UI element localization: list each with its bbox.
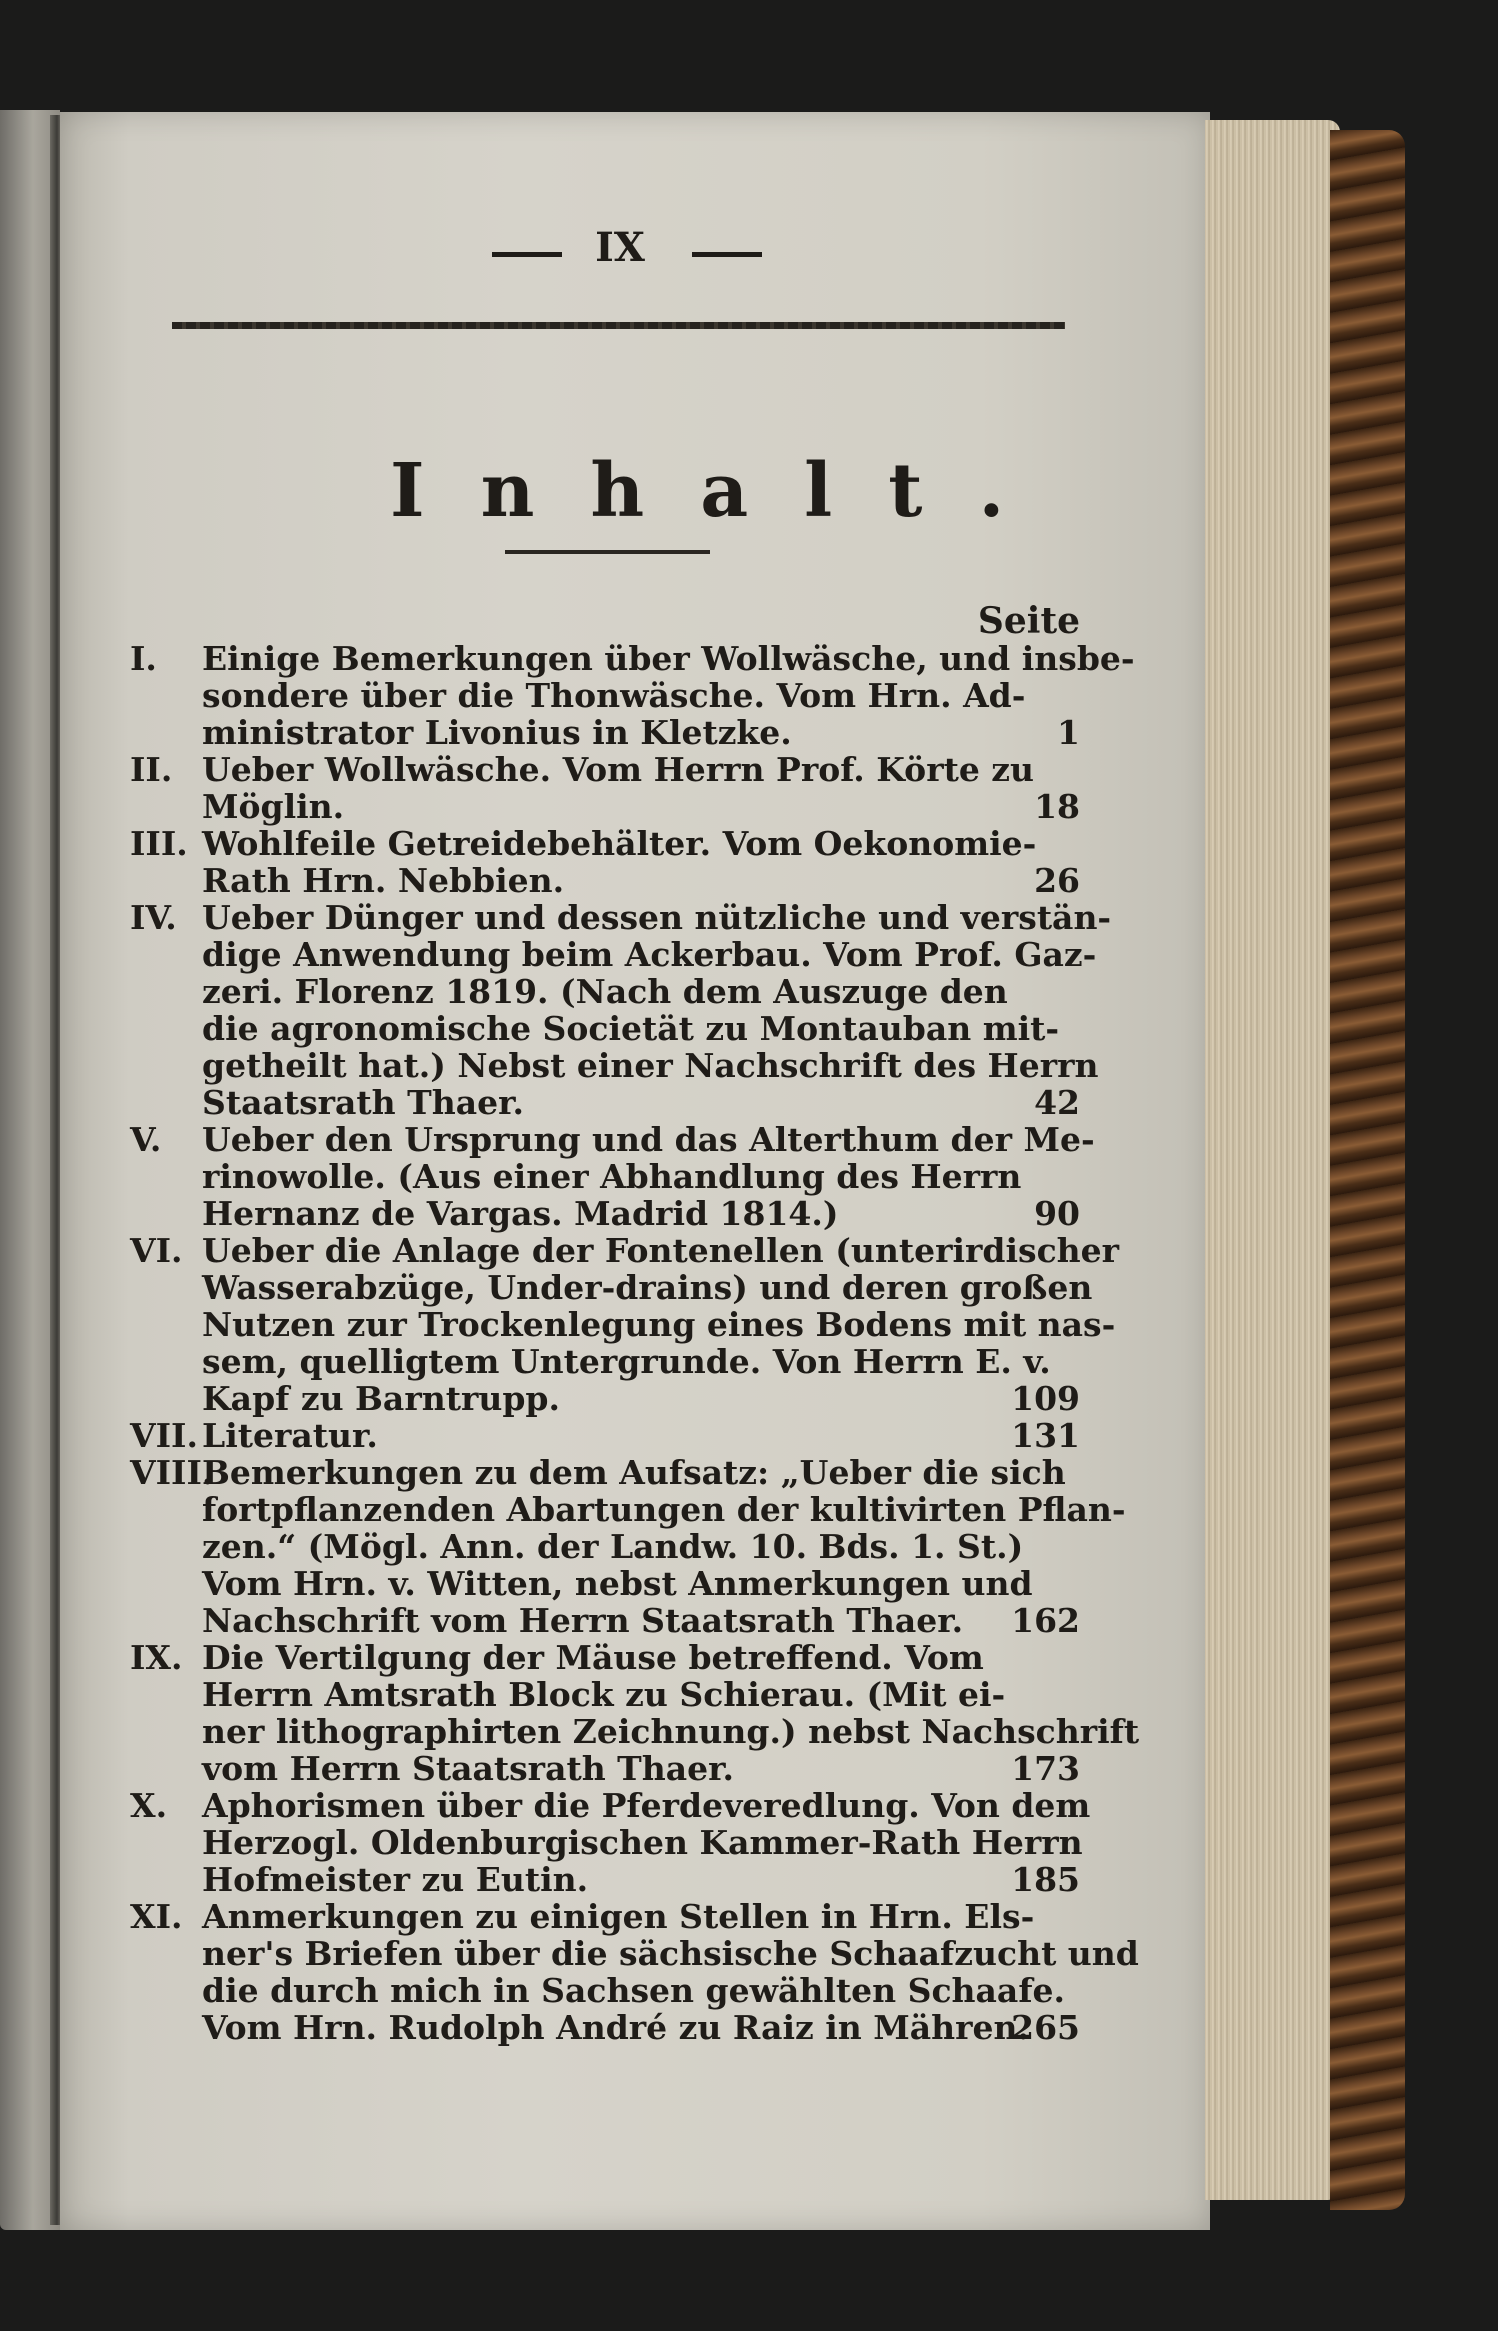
- toc-entry-line: Ueber Wollwäsche. Vom Herrn Prof. Körte zu: [202, 750, 1035, 789]
- toc-entry-line: Nachschrift vom Herrn Staatsrath Thaer.: [202, 1601, 964, 1640]
- toc-entry: [130, 1453, 1126, 1640]
- toc-entry: [130, 751, 1080, 825]
- toc-entry-number: VI.: [130, 1231, 183, 1270]
- toc-entry: [130, 639, 1135, 752]
- toc-entry-page: 42: [1034, 1083, 1080, 1122]
- page-title: Inhalt.: [390, 448, 1061, 534]
- toc-entry-line: Einige Bemerkungen über Wollwäsche, und insbe-: [202, 639, 1135, 678]
- page-edges: [1205, 120, 1340, 2200]
- toc-entry-line: sondere über die Thonwäsche. Vom Hrn. Ad-: [202, 676, 1026, 715]
- toc-entry-page: 185: [1011, 1860, 1080, 1899]
- book-cover-edge: [1330, 130, 1405, 2210]
- toc-entry-number: II.: [130, 750, 173, 789]
- toc-entry-line: Möglin.: [202, 787, 345, 826]
- toc-entry: [130, 1231, 1120, 1418]
- toc-entry-line: ner lithographirten Zeichnung.) nebst Nachschrift: [202, 1712, 1140, 1751]
- toc-entry-number: VII.: [130, 1416, 198, 1455]
- toc-entry-number: IV.: [130, 898, 177, 937]
- running-head-dash-right: [692, 252, 762, 257]
- toc-entry-line: vom Herrn Staatsrath Thaer.: [202, 1749, 734, 1788]
- toc-entry-line: rinowolle. (Aus einer Abhandlung des Herrn: [202, 1157, 1022, 1196]
- toc-entry-line: Die Vertilgung der Mäuse betreffend. Vom: [202, 1638, 984, 1677]
- toc-entry-page: 162: [1011, 1601, 1080, 1640]
- toc-entry-number: I.: [130, 639, 157, 678]
- toc-entry-line: Kapf zu Barntrupp.: [202, 1379, 560, 1418]
- toc-entry-page: 18: [1034, 787, 1080, 826]
- toc-entry-number: XI.: [130, 1897, 183, 1936]
- toc-entry-line: Vom Hrn. Rudolph André zu Raiz in Mähren.: [202, 2008, 1029, 2047]
- toc-entry: [130, 1120, 1095, 1233]
- toc-entry-line: Hofmeister zu Eutin.: [202, 1860, 589, 1899]
- toc-entry-line: Aphorismen über die Pferdeveredlung. Von dem: [202, 1786, 1091, 1825]
- toc-entry-page: 131: [1011, 1416, 1080, 1455]
- toc-entry-line: Bemerkungen zu dem Aufsatz: „Ueber die sich: [202, 1453, 1066, 1492]
- toc-entry-line: dige Anwendung beim Ackerbau. Vom Prof. Gaz-: [202, 935, 1097, 974]
- toc-entry-line: Anmerkungen zu einigen Stellen in Hrn. Els-: [202, 1897, 1035, 1936]
- toc-entry-line: ner's Briefen über die sächsische Schaafzucht und: [202, 1934, 1139, 1973]
- toc-entry-line: Nutzen zur Trockenlegung eines Bodens mit nas-: [202, 1305, 1116, 1344]
- toc-entry-line: die durch mich in Sachsen gewählten Schaafe.: [202, 1971, 1065, 2010]
- running-head: [470, 222, 770, 282]
- title-rule: [505, 550, 710, 554]
- toc-entry: [130, 1638, 1140, 1788]
- seite-column-label: Seite: [977, 600, 1080, 642]
- table-of-contents: [130, 639, 1140, 2047]
- toc-entry-line: die agronomische Societät zu Montauban mit-: [202, 1009, 1060, 1048]
- toc-entry-line: zeri. Florenz 1819. (Nach dem Auszuge den: [202, 972, 1008, 1011]
- toc-entry-number: X.: [130, 1786, 168, 1825]
- toc-entry-page: 26: [1034, 861, 1080, 900]
- toc-entry-number: V.: [130, 1120, 162, 1159]
- toc-entry-line: Herrn Amtsrath Block zu Schierau. (Mit ei-: [202, 1675, 1006, 1714]
- toc-entry-line: Hernanz de Vargas. Madrid 1814.): [202, 1194, 839, 1233]
- toc-entry: [130, 1417, 1080, 1454]
- toc-entry-line: Ueber den Ursprung und das Alterthum der Me-: [202, 1120, 1095, 1159]
- toc-entry-line: Herzogl. Oldenburgischen Kammer-Rath Herrn: [202, 1823, 1083, 1862]
- toc-entry-line: Staatsrath Thaer.: [202, 1083, 524, 1122]
- toc-entry: [130, 825, 1080, 899]
- toc-entry-page: 1: [1057, 713, 1080, 752]
- toc-entry-page: 90: [1034, 1194, 1080, 1233]
- toc-entry-number: VIII.: [130, 1453, 214, 1492]
- toc-entry-line: zen.“ (Mögl. Ann. der Landw. 10. Bds. 1. St.): [202, 1527, 1024, 1566]
- toc-entry-line: Literatur.: [202, 1416, 378, 1455]
- toc-entry: [130, 1786, 1091, 1899]
- toc-entry-line: fortpflanzenden Abartungen der kultivirten Pflan-: [202, 1490, 1126, 1529]
- toc-entry: [130, 1897, 1139, 2047]
- toc-entry-line: Ueber die Anlage der Fontenellen (unterirdischer: [202, 1231, 1120, 1270]
- toc-entry-line: Rath Hrn. Nebbien.: [202, 861, 565, 900]
- toc-entry-page: 173: [1011, 1749, 1080, 1788]
- toc-entry-line: Ueber Dünger und dessen nützliche und verstän-: [202, 898, 1112, 937]
- page-number-roman: IX: [595, 224, 645, 271]
- toc-entry-line: getheilt hat.) Nebst einer Nachschrift des Herrn: [202, 1046, 1099, 1085]
- top-ornament-rule: [172, 322, 1065, 329]
- toc-entry-line: Vom Hrn. v. Witten, nebst Anmerkungen und: [202, 1564, 1033, 1603]
- toc-entry-line: ministrator Livonius in Kletzke.: [202, 713, 792, 752]
- toc-entry-number: III.: [130, 824, 188, 863]
- toc-entry-page: 265: [1011, 2008, 1080, 2047]
- toc-entry-number: IX.: [130, 1638, 183, 1677]
- toc-entry-line: sem, quelligtem Untergrunde. Von Herrn E. v.: [202, 1342, 1051, 1381]
- toc-entry-page: 109: [1011, 1379, 1080, 1418]
- toc-entry: [130, 898, 1112, 1122]
- toc-entry-line: Wohlfeile Getreidebehälter. Vom Oekonomie-: [202, 824, 1037, 863]
- toc-entry-line: Wasserabzüge, Under-drains) und deren großen: [202, 1268, 1093, 1307]
